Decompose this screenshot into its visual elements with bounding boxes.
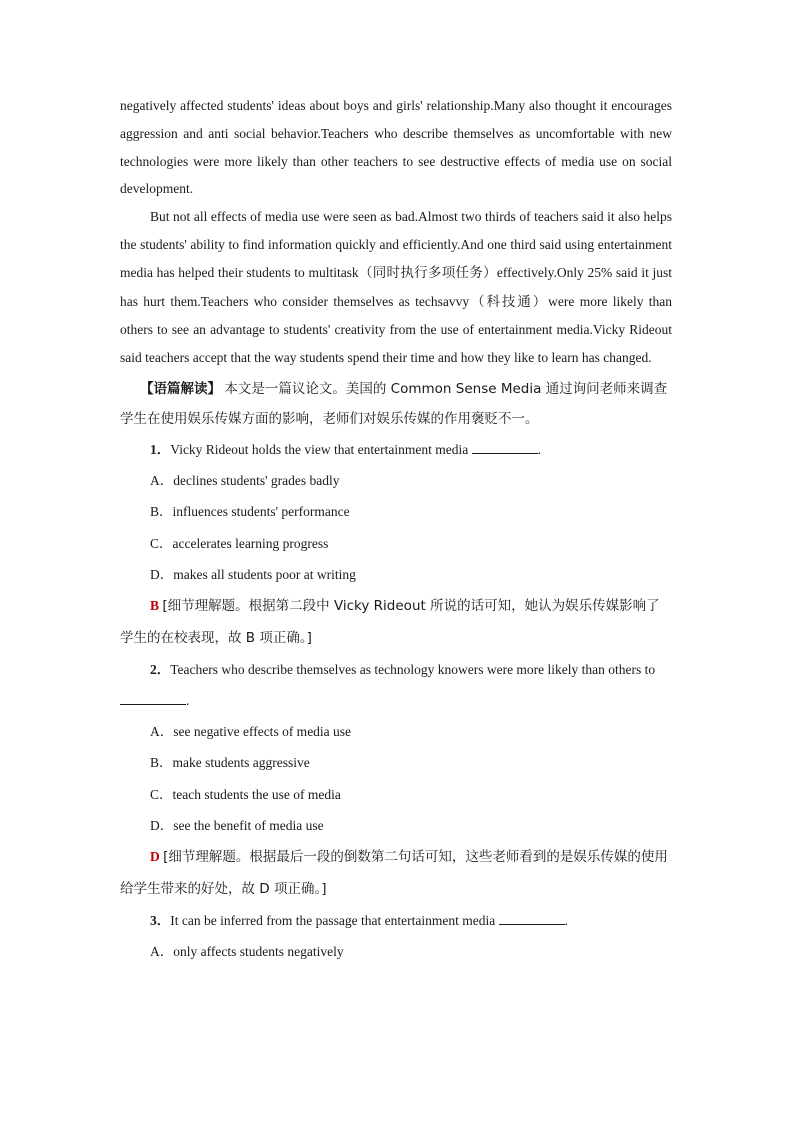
answer-text: [细节理解题。根据第二段中 Vicky Rideout 所说的话可知，她认为娱乐传媒影响了学生的在校表现，故 B 项正确。] bbox=[120, 598, 660, 647]
answer-key: D bbox=[150, 849, 160, 865]
option-a: A．declines students' grades badly bbox=[150, 472, 340, 488]
option-c: C．accelerates learning progress bbox=[150, 535, 329, 551]
passage-text: ）effectively.Only 25% said it just has hurt them.Teachers who consider themselves as techsavvy（ bbox=[120, 264, 672, 309]
option-a: A．see negative effects of media use bbox=[150, 724, 352, 740]
answer-explanation-2 bbox=[120, 841, 672, 905]
option-d: D．see the benefit of media use bbox=[150, 818, 324, 834]
document-page bbox=[120, 92, 672, 968]
option-b: B．make students aggressive bbox=[150, 755, 310, 771]
option-b: B．influences students' performance bbox=[150, 504, 350, 520]
option-a: A．only affects students negatively bbox=[150, 944, 344, 960]
question-2 bbox=[120, 654, 672, 716]
chinese-gloss: 同时执行多项任务 bbox=[372, 264, 484, 281]
answer-blank bbox=[120, 692, 186, 705]
question-number: 3． bbox=[150, 913, 171, 929]
option-d: D．makes all students poor at writing bbox=[150, 566, 356, 582]
chinese-gloss: 科技通 bbox=[486, 293, 533, 310]
question-end: . bbox=[537, 441, 541, 457]
answer-text: [细节理解题。根据最后一段的倒数第二句话可知，这些老师看到的是娱乐传媒的使用给学生带来的好处，故 D 项正确。] bbox=[120, 849, 668, 898]
question-end: . bbox=[564, 913, 568, 929]
passage-paragraph-2 bbox=[120, 203, 672, 372]
answer-blank bbox=[499, 912, 565, 925]
summary-label: 【语篇解读】 bbox=[140, 380, 221, 396]
question-number: 2． bbox=[150, 662, 171, 678]
answer-explanation-1 bbox=[120, 590, 672, 654]
passage-paragraph-1: negatively affected students' ideas about boys and girls' relationship.Many also thought it encourages aggression and anti social behavior.Teachers who describe themselves as uncomfortable with new technologies were more likely than other teachers to see destructive effects of media use on social development. bbox=[120, 98, 672, 197]
passage-summary bbox=[120, 374, 672, 434]
question-stem: Vicky Rideout holds the view that entertainment media bbox=[170, 441, 472, 457]
passage-text: ）were more likely than others to see an advantage to students' creativity from the use of entertainment media.Vicky Rideout said teachers accept that the way students spend their time and how they like to learn has changed. bbox=[120, 293, 673, 366]
summary-text: 本文是一篇议论文。美国的 Common Sense Media 通过询问老师来调查学生在使用娱乐传媒方面的影响，老师们对娱乐传媒的作用褒贬不一。 bbox=[120, 380, 668, 427]
question-end: . bbox=[186, 693, 190, 709]
question-1 bbox=[120, 434, 672, 465]
question-stem: Teachers who describe themselves as technology knowers were more likely than others to bbox=[170, 662, 656, 678]
answer-blank bbox=[472, 441, 538, 454]
option-c: C．teach students the use of media bbox=[150, 786, 341, 802]
passage-text: But not all effects of media use were seen as bad.Almost two thirds of teachers said it also helps the students' ability to find information quickly and efficiently.And one third said using entertainment media has helped their students to multitask（ bbox=[120, 209, 672, 280]
question-stem: It can be inferred from the passage that entertainment media bbox=[170, 913, 499, 929]
question-number: 1． bbox=[150, 441, 171, 457]
question-3 bbox=[120, 905, 672, 936]
answer-key: B bbox=[150, 598, 160, 614]
